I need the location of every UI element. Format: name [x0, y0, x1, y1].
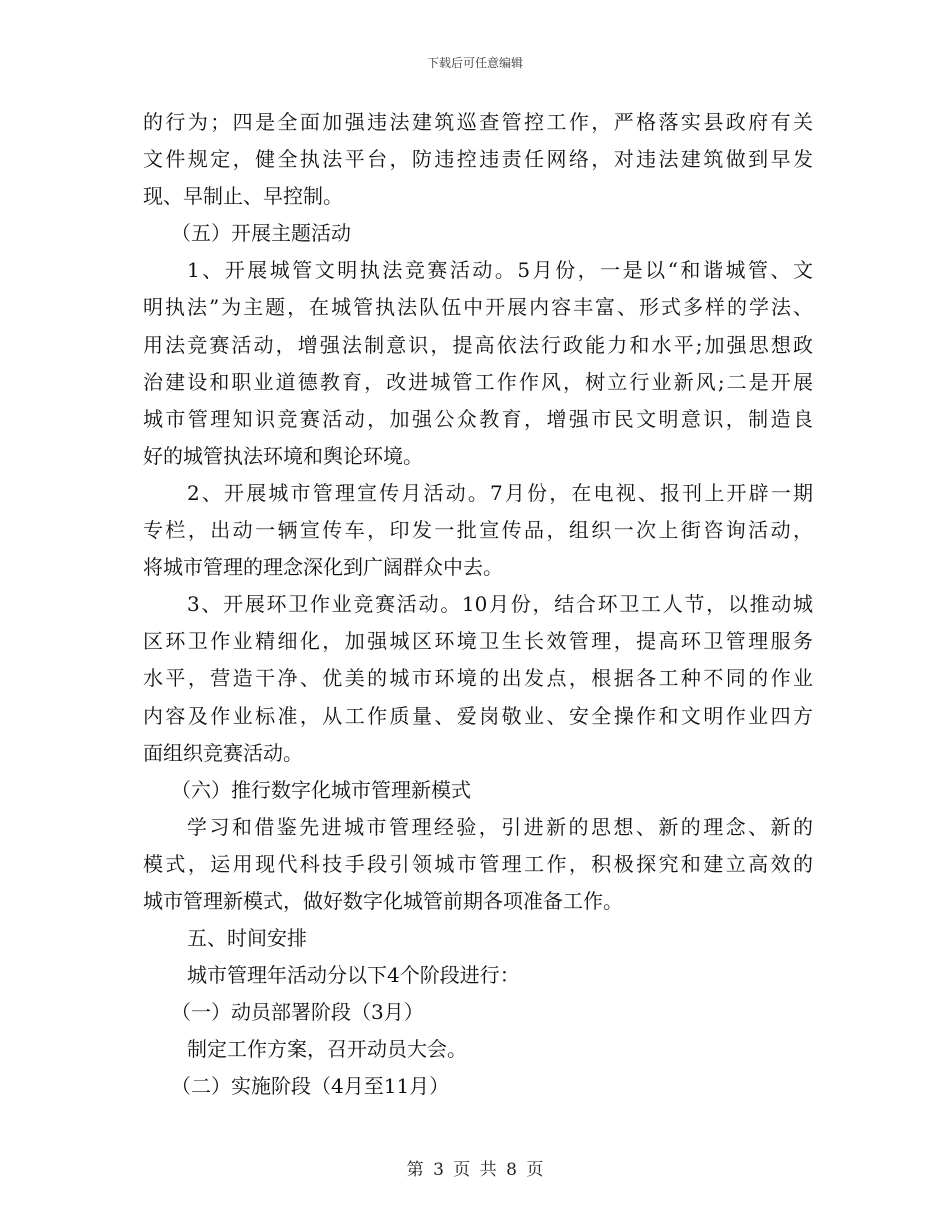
page-header: 下载后可任意编辑 [426, 56, 523, 70]
text-line: 城市管理知识竞赛活动，加强公众教育，增强市民文明意识，制造良 [143, 406, 813, 431]
text-line: 明执法”为主题，在城管执法队伍中开展内容丰富、形式多样的学法、 [143, 295, 813, 320]
text-line: 治建设和职业道德教育，改进城管工作作风，树立行业新风;二是开展 [143, 369, 813, 394]
text-line: 专栏，出动一辆宣传车，印发一批宣传品，组织一次上街咨询活动， [143, 518, 813, 543]
text-line: （二）实施阶段（4月至11月） [171, 1074, 450, 1099]
document-body [143, 104, 813, 1106]
text-line: （五）开展主题活动 [171, 221, 351, 246]
text-line: 学习和借鉴先进城市管理经验，引进新的思想、新的理念、新的 [187, 814, 813, 839]
text-line: 3、开展环卫作业竞赛活动。10月份，结合环卫工人节，以推动城 [187, 592, 813, 617]
page-footer: 第 3 页 共 8 页 [406, 1160, 544, 1180]
text-line: 2、开展城市管理宣传月活动。7月份，在电视、报刊上开辟一期 [187, 480, 813, 505]
text-line: （六）推行数字化城市管理新模式 [171, 777, 471, 802]
text-line: 将城市管理的理念深化到广阔群众中去。 [143, 555, 503, 580]
text-line: 文件规定，健全执法平台，防违控违责任网络，对违法建筑做到早发 [143, 147, 813, 172]
text-line: 面组织竞赛活动。 [143, 740, 303, 765]
text-line: 的行为；四是全面加强违法建筑巡查管控工作，严格落实县政府有关 [143, 110, 813, 134]
text-line: 1、开展城管文明执法竞赛活动。5月份，一是以“和谐城管、文 [187, 258, 813, 283]
text-line: 现、早制止、早控制。 [143, 184, 343, 209]
text-line: 城市管理年活动分以下4个阶段进行： [187, 963, 520, 988]
text-line: 五、时间安排 [187, 926, 307, 951]
text-line: 模式，运用现代科技手段引领城市管理工作，积极探究和建立高效的 [143, 851, 813, 876]
text-line: 水平，营造干净、优美的城市环境的出发点，根据各工种不同的作业 [143, 666, 813, 691]
text-line: 好的城管执法环境和舆论环境。 [143, 443, 423, 468]
text-line: 用法竞赛活动，增强法制意识，提高依法行政能力和水平;加强思想政 [143, 332, 813, 357]
text-line: 制定工作方案，召开动员大会。 [187, 1037, 467, 1062]
text-line: 城市管理新模式，做好数字化城管前期各项准备工作。 [143, 888, 623, 913]
text-line: （一）动员部署阶段（3月） [171, 1000, 424, 1025]
text-line: 区环卫作业精细化，加强城区环境卫生长效管理，提高环卫管理服务 [143, 629, 813, 654]
text-line: 内容及作业标准，从工作质量、爱岗敬业、安全操作和文明作业四方 [143, 703, 813, 728]
